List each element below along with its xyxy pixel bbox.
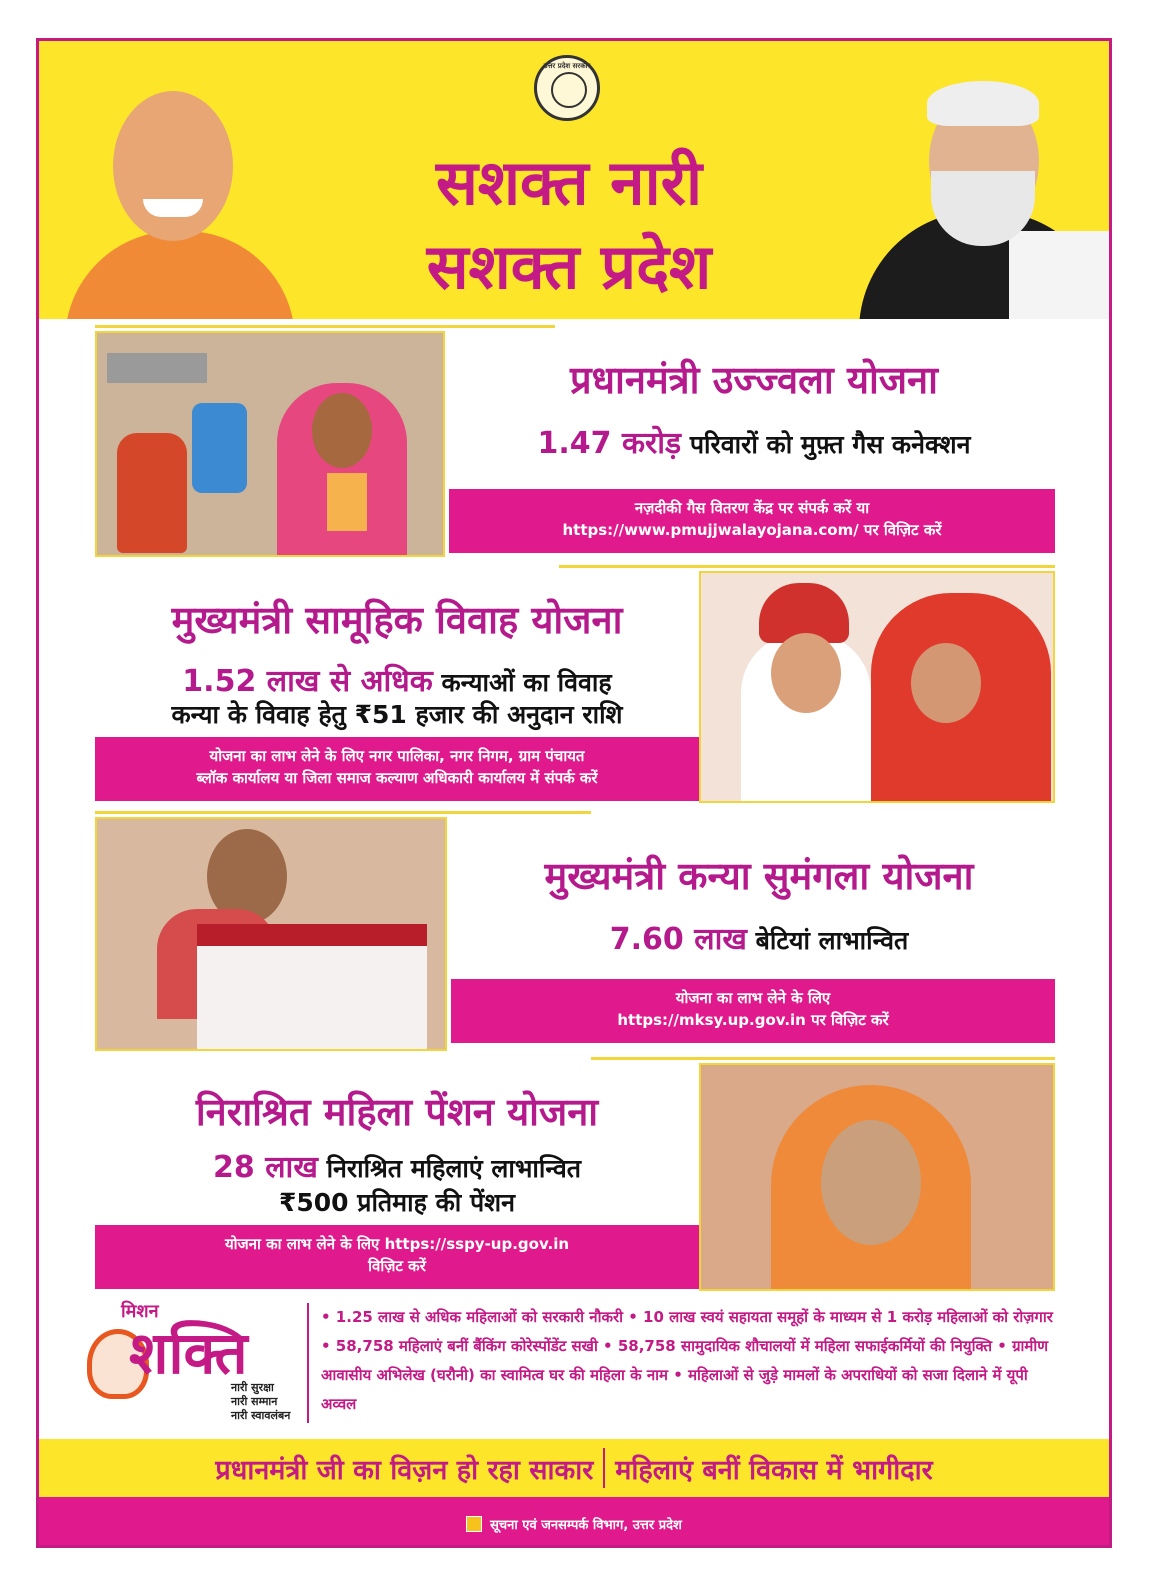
yellow-rule bbox=[95, 325, 555, 328]
scheme-detail-pension: ₹500 प्रतिमाह की पेंशन bbox=[278, 1188, 516, 1217]
slogan-left: प्रधानमंत्री जी का विज़न हो रहा साकार bbox=[215, 1454, 594, 1486]
scheme-title-sumangala: मुख्यमंत्री कन्या सुमंगला योजना bbox=[544, 853, 974, 898]
scheme-title-ujjwala: प्रधानमंत्री उज्ज्वला योजना bbox=[570, 357, 938, 402]
scheme-title-pension: निराश्रित महिला पेंशन योजना bbox=[195, 1089, 599, 1134]
stat-highlight: 1.52 लाख से अधिक bbox=[182, 664, 433, 699]
scheme-stat-vivah bbox=[95, 659, 699, 700]
info-bar-ujjwala bbox=[449, 489, 1055, 553]
slogan-right: महिलाएं बनीं विकास में भागीदार bbox=[615, 1454, 933, 1486]
stat-highlight: 28 लाख bbox=[213, 1150, 318, 1185]
logo-taglines bbox=[231, 1381, 290, 1423]
scheme-detail-vivah: कन्या के विवाह हेतु ₹51 हजार की अनुदान राशि bbox=[171, 700, 623, 729]
tagline: नारी सुरक्षा bbox=[231, 1381, 274, 1394]
photo-ujjwala bbox=[95, 331, 445, 557]
bar-line: योजना का लाभ लेने के लिए नगर पालिका, नगर निगम, ग्राम पंचायत bbox=[209, 747, 585, 765]
header-banner bbox=[39, 41, 1109, 319]
stat-text: निराश्रित महिलाएं लाभान्वित bbox=[317, 1154, 581, 1183]
yellow-rule bbox=[591, 1057, 1055, 1060]
portrait-left bbox=[45, 81, 305, 319]
headline-line1: सशक्त नारी bbox=[435, 146, 703, 219]
info-bar-vivah bbox=[95, 737, 699, 801]
bar-line: विज़िट करें bbox=[368, 1257, 426, 1275]
scheme-stat-sumangala bbox=[459, 917, 1059, 958]
portrait-right bbox=[819, 61, 1111, 319]
bar-line: नज़दीकी गैस वितरण केंद्र पर संपर्क करें या bbox=[634, 499, 870, 517]
yellow-rule bbox=[559, 565, 1055, 568]
advertisement-frame bbox=[36, 38, 1112, 1548]
bar-line: योजना का लाभ लेने के लिए bbox=[675, 989, 831, 1007]
scheme-stat-ujjwala bbox=[449, 421, 1059, 462]
stat-text: बेटियां लाभान्वित bbox=[746, 926, 909, 955]
credit-text: सूचना एवं जनसम्पर्क विभाग, उत्तर प्रदेश bbox=[490, 1518, 682, 1533]
info-bar-pension bbox=[95, 1225, 699, 1289]
bar-link-text: योजना का लाभ लेने के लिए https://sspy-up.gov.in bbox=[224, 1235, 570, 1253]
department-logo-icon bbox=[466, 1516, 482, 1532]
tagline: नारी सम्मान bbox=[231, 1395, 278, 1408]
achievements-list: • 1.25 लाख से अधिक महिलाओं को सरकारी नौकरी • 10 लाख स्वयं सहायता समूहों के माध्यम से 1 करोड़ महिलाओं को रोज़गार • 58,758 महिलाएं बनीं बैंकिंग कोरेस्पोंडेंट सखी • 58,758 सामुदायिक शौचालयों में महिला सफाईकर्मियों की नियुक्ति • ग्रामीण आवासीय अभिलेख (घरौनी) का स्वामित्व घर की महिला के नाम • महिलाओं से जुड़े मामलों के अपराधियों को सजा दिलाने में यूपी अव्वल bbox=[321, 1308, 1053, 1413]
credit-bar bbox=[39, 1497, 1109, 1548]
scheme-stat-pension bbox=[95, 1145, 699, 1186]
divider bbox=[307, 1303, 309, 1423]
state-emblem-logo bbox=[534, 55, 600, 121]
stat-text: कन्याओं का विवाह bbox=[432, 668, 612, 697]
headline-line2: सशक्त प्रदेश bbox=[426, 230, 712, 303]
logo-label-top: मिशन bbox=[121, 1301, 159, 1322]
scheme-title-vivah: मुख्यमंत्री सामूहिक विवाह योजना bbox=[171, 597, 623, 642]
yellow-rule bbox=[95, 811, 591, 814]
photo-wedding bbox=[699, 571, 1055, 803]
tagline: नारी स्वावलंबन bbox=[231, 1409, 291, 1422]
info-bar-sumangala bbox=[451, 979, 1055, 1043]
logo-label-big: शक्ति bbox=[129, 1319, 248, 1387]
stat-text: परिवारों को मुफ़्त गैस कनेक्शन bbox=[681, 430, 971, 459]
bar-link-text: https://mksy.up.gov.in पर विज़िट करें bbox=[617, 1011, 889, 1029]
mission-shakti-logo bbox=[81, 1299, 311, 1429]
photo-pension bbox=[699, 1063, 1055, 1291]
photo-sumangala bbox=[95, 817, 447, 1051]
footer-slogan bbox=[39, 1439, 1109, 1497]
headline bbox=[339, 141, 799, 309]
emblem-text: उत्तर प्रदेश सरकार bbox=[543, 62, 591, 70]
bar-line: ब्लॉक कार्यालय या जिला समाज कल्याण अधिकारी कार्यालय में संपर्क करें bbox=[196, 769, 598, 787]
stat-highlight: 7.60 लाख bbox=[609, 922, 747, 957]
divider bbox=[603, 1448, 605, 1488]
bar-link-text: https://www.pmujjwalayojana.com/ पर विज़िट करें bbox=[562, 521, 942, 539]
stat-highlight: 1.47 करोड़ bbox=[537, 426, 682, 461]
